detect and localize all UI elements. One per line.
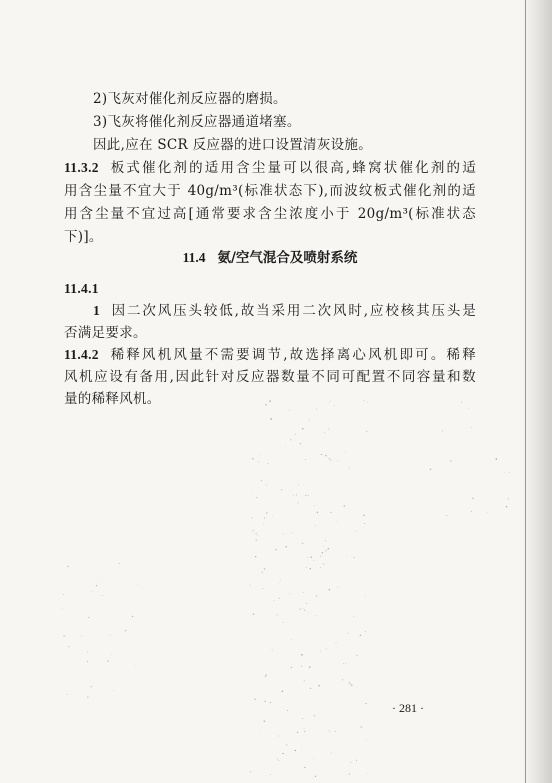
clause-11-4-1-item-1-line-2: 否满足要求。 <box>64 325 147 341</box>
speckle-dot <box>310 568 311 569</box>
speckle-dot <box>307 557 308 558</box>
speckle-dot <box>277 759 278 760</box>
speckle-dot <box>87 651 88 652</box>
speckle-dot <box>264 517 265 518</box>
speckle-dot <box>325 540 326 541</box>
list-item-2: 2)飞灰对催化剂反应器的磨损。 <box>93 91 287 107</box>
speckle-dot <box>262 572 263 573</box>
speckle-dot <box>269 400 270 401</box>
speckle-dot <box>280 580 281 581</box>
speckle-dot <box>296 494 297 495</box>
clause-11-4-1-number: 11.4.1 <box>64 281 99 296</box>
speckle-dot <box>335 731 336 732</box>
speckle-dot <box>350 683 351 684</box>
speckle-dot <box>350 762 351 763</box>
speckle-dot <box>314 506 315 507</box>
speckle-dot <box>361 726 362 727</box>
speckle-dot <box>364 400 365 401</box>
speckle-dot <box>328 548 329 549</box>
speckle-dot <box>119 563 120 564</box>
speckle-dot <box>285 546 287 548</box>
speckle-dot <box>264 568 266 570</box>
speckle-dot <box>356 530 357 531</box>
speckle-dot <box>249 585 250 586</box>
speckle-dot <box>320 567 321 568</box>
speckle-dot <box>286 744 287 745</box>
speckle-dot <box>287 710 288 711</box>
speckle-dot <box>461 402 462 403</box>
speckle-dot <box>447 515 448 516</box>
speckle-dot <box>292 533 293 534</box>
speckle-dot <box>68 646 69 647</box>
speckle-dot <box>328 732 329 733</box>
speckle-dot <box>107 660 109 662</box>
speckle-dot <box>504 472 505 473</box>
speckle-dot <box>324 437 325 438</box>
speckle-dot <box>279 598 280 599</box>
speckle-dot <box>509 473 510 474</box>
speckle-dot <box>87 696 89 698</box>
speckle-dot <box>305 459 306 460</box>
speckle-dot <box>289 410 290 411</box>
speckle-dot <box>328 458 329 459</box>
clause-11-4-1-item-text: 因二次风压头较低,故当采用二次风时,应校核其压头是 <box>110 303 476 319</box>
speckle-dot <box>262 588 263 589</box>
speckle-dot <box>329 730 330 731</box>
speckle-dot <box>67 566 68 567</box>
clause-11-3-2-number: 11.3.2 <box>64 160 99 175</box>
speckle-dot <box>496 458 498 460</box>
speckle-dot <box>366 431 367 432</box>
speckle-dot <box>337 587 338 588</box>
speckle-dot <box>349 467 350 468</box>
speckle-dot <box>250 771 251 772</box>
speckle-dot <box>272 649 273 650</box>
speckle-dot <box>265 676 266 677</box>
speckle-dot <box>366 739 367 740</box>
speckle-dot <box>471 511 472 512</box>
speckle-dot <box>264 701 266 703</box>
speckle-dot <box>256 533 257 534</box>
speckle-dot <box>257 535 258 536</box>
speckle-dot <box>311 557 312 558</box>
speckle-dot <box>315 525 316 526</box>
speckle-dot <box>345 452 346 453</box>
clause-11-4-2-line-3: 量的稀释风机。 <box>64 391 161 407</box>
speckle-dot <box>255 556 256 557</box>
speckle-dot <box>91 686 93 688</box>
speckle-dot <box>343 663 344 664</box>
speckle-dot <box>321 454 322 455</box>
speckle-dot <box>267 463 268 464</box>
speckle-dot <box>297 732 298 733</box>
speckle-dot <box>330 459 331 460</box>
speckle-dot <box>277 614 278 615</box>
speckle-dot <box>313 560 314 561</box>
speckle-dot <box>365 631 366 632</box>
speckle-dot <box>328 429 329 430</box>
clause-11-3-2-text: 板式催化剂的适用含尘量可以很高,蜂窝状催化剂的适 <box>108 160 476 176</box>
speckle-dot <box>322 552 323 553</box>
speckle-dot <box>278 735 279 736</box>
speckle-dot <box>471 427 472 428</box>
speckle-dot <box>320 556 321 557</box>
speckle-dot <box>282 753 283 754</box>
speckle-dot <box>293 495 294 496</box>
speckle-dot <box>354 557 355 558</box>
speckle-dot <box>345 663 346 664</box>
speckle-dot <box>317 512 318 513</box>
speckle-dot <box>278 760 279 761</box>
speckle-dot <box>303 592 304 593</box>
speckle-dot <box>315 776 316 777</box>
speckle-dot <box>264 721 265 722</box>
speckle-dot <box>347 633 348 634</box>
speckle-dot <box>285 447 286 448</box>
speckle-dot <box>297 502 298 503</box>
speckle-dot <box>365 703 367 705</box>
speckle-dot <box>305 495 306 496</box>
speckle-dot <box>300 443 301 444</box>
speckle-dot <box>314 715 315 716</box>
speckle-dot <box>263 524 264 525</box>
speckle-dot <box>282 763 283 764</box>
speckle-dot <box>324 432 325 433</box>
speckle-dot <box>266 485 267 486</box>
speckle-dot <box>323 563 324 564</box>
speckle-dot <box>309 419 310 420</box>
speckle-dot <box>111 654 112 655</box>
speckle-dot <box>450 460 452 462</box>
speckle-dot <box>87 661 88 662</box>
speckle-dot <box>337 521 338 522</box>
speckle-dot <box>349 682 350 683</box>
speckle-dot <box>290 439 291 440</box>
speckle-dot <box>316 409 317 410</box>
speckle-dot <box>301 666 302 667</box>
speckle-dot <box>291 667 292 668</box>
speckle-dot <box>316 615 317 616</box>
speckle-dot <box>472 498 473 499</box>
speckle-dot <box>316 595 317 596</box>
speckle-dot <box>306 603 307 604</box>
speckle-dot <box>285 779 286 780</box>
speckle-dot <box>254 698 256 700</box>
speckle-dot <box>363 515 364 516</box>
speckle-dot <box>318 685 320 687</box>
speckle-dot <box>430 469 431 470</box>
speckle-dot <box>81 635 82 636</box>
speckle-dot <box>253 614 254 615</box>
speckle-dot <box>270 774 271 775</box>
speckle-dot <box>88 617 89 618</box>
speckle-dot <box>252 517 253 518</box>
speckle-dot <box>360 635 361 636</box>
speckle-dot <box>67 694 68 695</box>
speckle-dot <box>302 718 303 719</box>
speckle-dot <box>289 594 290 595</box>
speckle-dot <box>364 523 365 524</box>
speckle-dot <box>135 666 136 667</box>
speckle-dot <box>261 480 262 481</box>
clause-11-4-2-line-2: 风机应设有备用,因此针对反应器数量不同可配置不同容量和数 <box>64 369 476 385</box>
speckle-dot <box>309 666 310 667</box>
speckle-dot <box>256 497 257 498</box>
speckle-dot <box>313 758 314 759</box>
section-title: 氨/空气混合及喷射系统 <box>217 250 358 266</box>
speckle-dot <box>259 734 260 735</box>
speckle-dot <box>295 750 296 751</box>
speckle-dot <box>270 414 271 415</box>
speckle-dot <box>125 630 126 631</box>
speckle-dot <box>302 543 303 544</box>
speckle-dot <box>259 454 260 455</box>
speckle-dot <box>301 749 302 750</box>
speckle-dot <box>338 461 339 462</box>
speckle-dot <box>110 635 111 636</box>
speckle-dot <box>336 642 337 643</box>
speckle-dot <box>468 408 469 409</box>
speckle-dot <box>251 493 252 494</box>
speckle-dot <box>508 498 509 499</box>
speckle-dot <box>62 609 63 610</box>
speckle-dot <box>308 613 309 614</box>
speckle-dot <box>270 702 271 703</box>
speckle-dot <box>325 455 327 457</box>
speckle-dot <box>330 401 331 402</box>
speckle-dot <box>102 580 103 581</box>
speckle-dot <box>357 616 358 617</box>
speckle-dot <box>298 484 299 485</box>
clause-11-4-1-item-number: 1 <box>93 303 101 318</box>
speckle-dot <box>349 773 350 774</box>
speckle-dot <box>303 728 304 729</box>
speckle-dot <box>304 680 305 681</box>
speckle-dot <box>304 610 306 612</box>
speckle-dot <box>323 546 324 547</box>
page-number: · 281 · <box>392 701 424 715</box>
speckle-dot <box>300 608 301 609</box>
speckle-dot <box>488 512 489 513</box>
speckle-dot <box>342 679 343 680</box>
speckle-dot <box>331 753 332 754</box>
speckle-dot <box>113 690 114 691</box>
speckle-dot <box>325 550 326 551</box>
speckle-dot <box>102 595 103 596</box>
speckle-dot <box>326 649 327 650</box>
speckle-dot <box>270 418 272 420</box>
speckle-dot <box>137 585 138 586</box>
speckle-dot <box>265 404 266 405</box>
conclusion-paragraph: 因此,应在 SCR 反应器的进口设置清灰设施。 <box>93 137 373 153</box>
speckle-dot <box>346 556 347 557</box>
clause-11-4-2-number: 11.4.2 <box>64 347 99 362</box>
speckle-dot <box>353 616 354 617</box>
speckle-dot <box>92 591 93 592</box>
speckle-dot <box>275 549 276 550</box>
speckle-dot <box>320 651 321 652</box>
speckle-dot <box>367 402 368 403</box>
speckle-dot <box>302 428 304 430</box>
speckle-dot <box>279 583 280 584</box>
speckle-dot <box>282 691 283 692</box>
speckle-dot <box>303 608 304 609</box>
speckle-dot <box>351 685 352 686</box>
speckle-dot <box>506 506 507 507</box>
speckle-dot <box>63 594 64 595</box>
speckle-dot <box>283 534 284 535</box>
speckle-dot <box>344 505 345 506</box>
speckle-dot <box>310 688 311 689</box>
speckle-dot <box>258 461 259 462</box>
speckle-dot <box>96 585 97 586</box>
speckle-dot <box>295 434 296 435</box>
speckle-dot <box>297 508 298 509</box>
section-number: 11.4 <box>182 250 206 265</box>
speckle-dot <box>256 540 257 541</box>
speckle-dot <box>281 489 282 490</box>
speckle-dot <box>272 515 273 516</box>
speckle-dot <box>442 430 443 431</box>
speckle-dot <box>329 589 331 591</box>
speckle-dot <box>252 458 253 459</box>
clause-11-3-2-line-4: 下)]。 <box>64 229 103 245</box>
speckle-dot <box>301 654 303 656</box>
speckle-dot <box>308 495 309 496</box>
speckle-dot <box>334 405 335 406</box>
clause-11-4-2-text: 稀释风机风量不需要调节,故选择离心风机即可。稀释 <box>108 347 476 363</box>
speckle-dot <box>274 600 275 601</box>
speckle-dot <box>356 655 357 656</box>
list-item-3: 3)飞灰将催化剂反应器通道堵塞。 <box>93 114 301 130</box>
speckle-dot <box>291 639 292 640</box>
speckle-dot <box>266 512 267 513</box>
clause-11-3-2-line-2: 用含尘量不宜大于 40g/m³(标准状态下),而波纹板式催化剂的适 <box>64 183 476 199</box>
speckle-dot <box>132 616 133 617</box>
speckle-dot <box>356 760 357 761</box>
speckle-dot <box>63 635 64 636</box>
speckle-dot <box>304 767 305 768</box>
speckle-dot <box>252 530 253 531</box>
speckle-dot <box>304 731 305 732</box>
speckle-dot <box>365 595 366 596</box>
speckle-dot <box>266 675 267 676</box>
speckle-dot <box>367 773 368 774</box>
speckle-dot <box>328 403 329 404</box>
speckle-dot <box>330 512 331 513</box>
speckle-dot <box>306 567 307 568</box>
clause-11-3-2-line-3: 用含尘量不宜过高[通常要求含尘浓度小于 20g/m³(标准状态 <box>64 206 476 222</box>
speckle-dot <box>283 622 284 623</box>
